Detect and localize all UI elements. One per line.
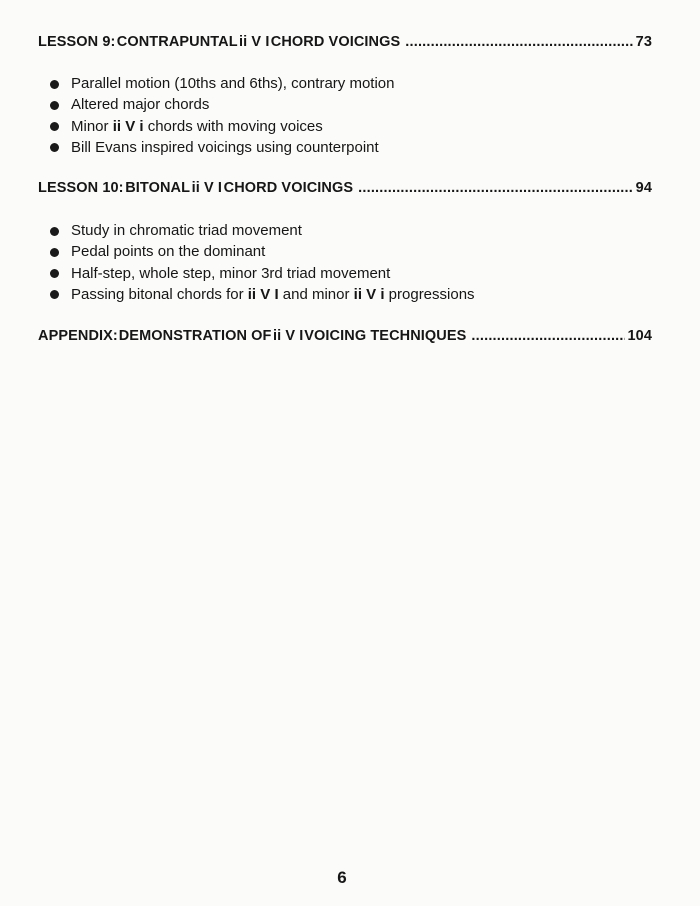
- list-item: Pedal points on the dominant: [50, 241, 475, 262]
- bullet-list-lesson-9: [50, 73, 395, 158]
- lesson-label: LESSON 9:: [38, 34, 116, 50]
- list-item: Altered major chords: [50, 94, 395, 115]
- lesson-title: CONTRAPUNTAL: [116, 34, 238, 50]
- appendix-title: DEMONSTRATION OF: [118, 328, 272, 344]
- bullet-icon: [50, 143, 59, 152]
- list-item: Study in chromatic triad movement: [50, 220, 475, 241]
- bullet-list-lesson-10: [50, 220, 475, 305]
- list-item: Parallel motion (10ths and 6ths), contrary motion: [50, 73, 395, 94]
- lesson-title: BITONAL: [125, 180, 191, 196]
- toc-heading-appendix: [38, 328, 652, 344]
- lesson-label: LESSON 10:: [38, 180, 124, 196]
- appendix-title-suffix: VOICING TECHNIQUES: [304, 328, 467, 344]
- bullet-icon: [50, 227, 59, 236]
- list-item: Passing bitonal chords for ii V I and minor ii V i progressions: [50, 284, 475, 305]
- toc-entry-lesson-9: [38, 34, 652, 50]
- page-ref: 73: [635, 34, 653, 50]
- chord-symbol: ii V I: [239, 34, 270, 50]
- chord-symbol: ii V I: [247, 285, 279, 303]
- page-ref: 94: [635, 180, 652, 196]
- appendix-label: APPENDIX:: [38, 328, 118, 344]
- page-ref: 104: [627, 328, 652, 344]
- chord-symbol: ii V I: [191, 180, 223, 196]
- lesson-title-suffix: CHORD VOICINGS: [270, 34, 401, 50]
- toc-heading-lesson-9: [38, 34, 652, 50]
- bullet-icon: [50, 248, 59, 257]
- toc-heading-lesson-10: [38, 180, 652, 196]
- dot-leader: [471, 328, 625, 344]
- toc-entry-appendix: [38, 328, 652, 344]
- chord-symbol: ii V i: [353, 285, 385, 303]
- dot-leader: [358, 180, 634, 196]
- list-item: Bill Evans inspired voicings using counterpoint: [50, 137, 395, 158]
- chord-symbol: ii V i: [112, 117, 144, 135]
- chord-symbol: ii V I: [272, 328, 304, 344]
- bullet-icon: [50, 290, 59, 299]
- list-item: Half-step, whole step, minor 3rd triad movement: [50, 263, 475, 284]
- dot-leader: [405, 34, 633, 50]
- page-number: 6: [337, 868, 347, 887]
- bullet-icon: [50, 80, 59, 89]
- toc-entry-lesson-10: [38, 180, 652, 196]
- bullet-icon: [50, 101, 59, 110]
- bullet-icon: [50, 122, 59, 131]
- lesson-title-suffix: CHORD VOICINGS: [223, 180, 354, 196]
- list-item: Minor ii V i chords with moving voices: [50, 116, 395, 137]
- bullet-icon: [50, 269, 59, 278]
